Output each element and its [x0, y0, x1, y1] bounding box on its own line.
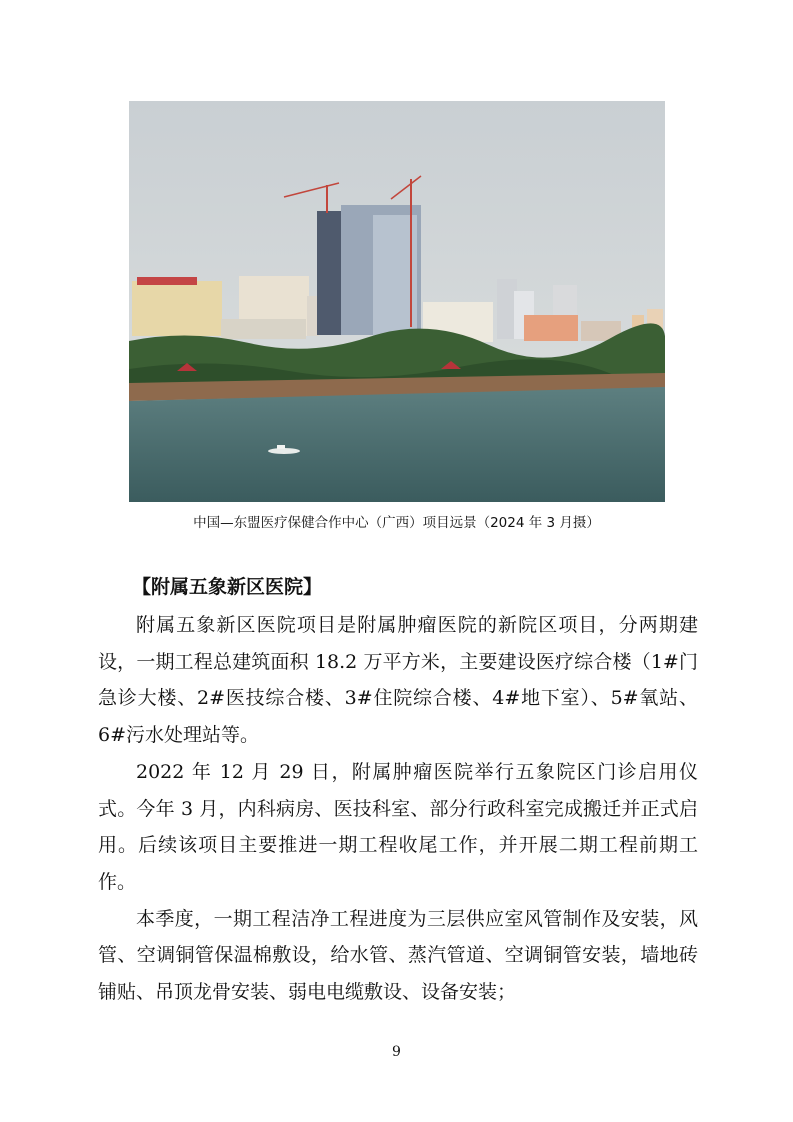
paragraph: 附属五象新区医院项目是附属肿瘤医院的新院区项目，分两期建设，一期工程总建筑面积 18.2 万平方米，主要建设医疗综合楼（1#门急诊大楼、2#医技综合楼、3#住院综合楼、4#地下室）、5#氧站、6#污水处理站等。 [98, 614, 698, 747]
paragraph: 2022 年 12 月 29 日，附属肿瘤医院举行五象院区门诊启用仪式。今年 3 月，内科病房、医技科室、部分行政科室完成搬迁并正式启用。后续该项目主要推进一期工程收尾工作，并开展二期工程前期工作。 [98, 760, 698, 893]
project-photo [129, 101, 665, 502]
figure-caption: 中国—东盟医疗保健合作中心（广西）项目远景（2024 年 3 月摄） [193, 515, 600, 531]
section-title: 【附属五象新区医院】 [132, 576, 323, 598]
page-number: 9 [392, 1044, 401, 1060]
paragraph: 本季度，一期工程洁净工程进度为三层供应室风管制作及安装，风管、空调铜管保温棉敷设，给水管、蒸汽管道、空调铜管安装，墙地砖铺贴、吊顶龙骨安装、弱电电缆敷设、设备安装； [98, 907, 698, 1004]
section-body [98, 607, 698, 1011]
